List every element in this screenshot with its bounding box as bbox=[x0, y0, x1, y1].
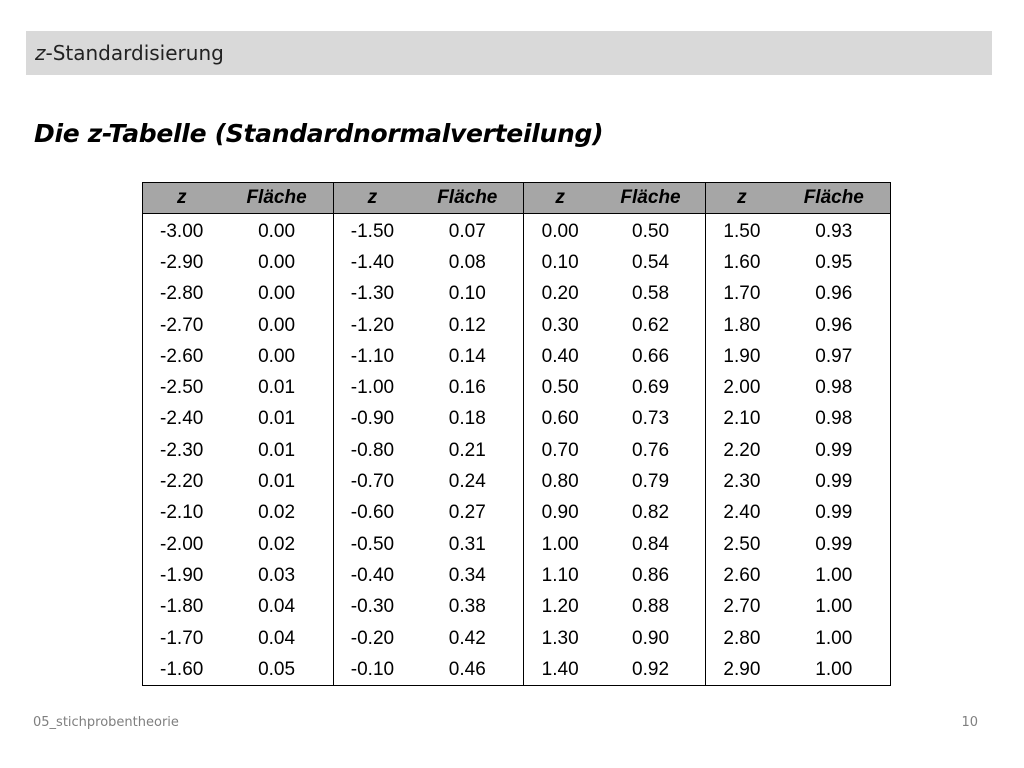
z-value-cell: 0.70 bbox=[541, 439, 579, 461]
flaeche-value-cell: 0.99 bbox=[815, 439, 853, 461]
z-value-cell: 1.50 bbox=[723, 220, 761, 242]
z-value-cell: 2.40 bbox=[723, 502, 761, 524]
flaeche-value-cell: 0.98 bbox=[815, 377, 853, 399]
z-value-cell: 1.90 bbox=[723, 345, 761, 367]
z-table-body bbox=[143, 214, 891, 686]
flaeche-value-cell: 0.96 bbox=[815, 314, 853, 336]
footer-filename: 05_stichprobentheorie bbox=[33, 715, 179, 730]
flaeche-value-cell: 0.21 bbox=[411, 435, 524, 466]
z-value-cell: 2.80 bbox=[723, 627, 761, 649]
flaeche-value-cell: 0.01 bbox=[220, 435, 333, 466]
table-row bbox=[143, 654, 891, 686]
z-value-cell: -1.30 bbox=[350, 283, 395, 305]
table-row bbox=[143, 404, 891, 435]
z-value-cell: -0.70 bbox=[350, 471, 395, 493]
z-value-cell: -1.00 bbox=[350, 377, 395, 399]
flaeche-value-cell: 0.96 bbox=[815, 283, 853, 305]
header-cell-flaeche: Fläche bbox=[220, 183, 333, 214]
z-value-cell: -1.20 bbox=[350, 314, 395, 336]
flaeche-value-cell: 1.00 bbox=[815, 627, 853, 649]
z-value-cell: 0.20 bbox=[541, 283, 579, 305]
z-value-cell: 2.50 bbox=[723, 533, 761, 555]
z-value-cell: -2.70 bbox=[160, 314, 204, 336]
flaeche-value-cell: 0.00 bbox=[220, 310, 333, 341]
z-value-cell: -2.20 bbox=[160, 471, 204, 493]
table-row bbox=[143, 279, 891, 310]
table-row bbox=[143, 435, 891, 466]
z-value-cell: 0.00 bbox=[541, 220, 579, 242]
flaeche-value-cell: 0.95 bbox=[815, 251, 853, 273]
z-value-cell: -2.10 bbox=[160, 502, 204, 524]
z-value-cell: -2.30 bbox=[160, 439, 204, 461]
header-cell-flaeche: Fläche bbox=[411, 183, 524, 214]
flaeche-value-cell: 0.05 bbox=[220, 654, 333, 686]
z-value-cell: 1.00 bbox=[541, 533, 579, 555]
page-number: 10 bbox=[961, 715, 978, 730]
z-value-cell: 2.30 bbox=[723, 471, 761, 493]
z-value-cell: -2.00 bbox=[160, 533, 204, 555]
flaeche-value-cell: 0.16 bbox=[411, 372, 524, 403]
z-value-cell: 2.70 bbox=[723, 596, 761, 618]
z-value-cell: -2.50 bbox=[160, 377, 204, 399]
z-value-cell: 0.40 bbox=[541, 345, 579, 367]
table-row bbox=[143, 592, 891, 623]
flaeche-value-cell: 0.73 bbox=[596, 404, 706, 435]
header-cell-flaeche: Fläche bbox=[596, 183, 706, 214]
flaeche-value-cell: 0.01 bbox=[220, 466, 333, 497]
z-value-cell: 2.10 bbox=[723, 408, 761, 430]
header-cell-z: z bbox=[524, 183, 596, 214]
header-cell-z: z bbox=[143, 183, 221, 214]
flaeche-value-cell: 0.46 bbox=[411, 654, 524, 686]
table-row bbox=[143, 310, 891, 341]
flaeche-value-cell: 0.99 bbox=[815, 502, 853, 524]
z-value-cell: -1.50 bbox=[350, 220, 395, 242]
slide-title: Die z-Tabelle (Standardnormalverteilung) bbox=[34, 119, 604, 148]
flaeche-value-cell: 0.04 bbox=[220, 623, 333, 654]
table-row bbox=[143, 498, 891, 529]
z-value-cell: 1.60 bbox=[723, 251, 761, 273]
z-value-cell: -1.60 bbox=[160, 658, 204, 680]
header-z-letter: z bbox=[35, 41, 46, 65]
flaeche-value-cell: 0.79 bbox=[596, 466, 706, 497]
z-value-cell: 0.30 bbox=[541, 314, 579, 336]
flaeche-value-cell: 0.99 bbox=[815, 533, 853, 555]
flaeche-value-cell: 0.69 bbox=[596, 372, 706, 403]
table-row bbox=[143, 372, 891, 403]
z-value-cell: 2.60 bbox=[723, 564, 761, 586]
z-value-cell: -0.10 bbox=[350, 658, 395, 680]
flaeche-value-cell: 0.24 bbox=[411, 466, 524, 497]
z-value-cell: -1.90 bbox=[160, 564, 204, 586]
flaeche-value-cell: 0.01 bbox=[220, 404, 333, 435]
flaeche-value-cell: 0.04 bbox=[220, 592, 333, 623]
flaeche-value-cell: 0.02 bbox=[220, 498, 333, 529]
z-value-cell: -1.10 bbox=[350, 345, 395, 367]
z-value-cell: 2.90 bbox=[723, 658, 761, 680]
flaeche-value-cell: 0.88 bbox=[596, 592, 706, 623]
flaeche-value-cell: 0.98 bbox=[815, 408, 853, 430]
table-row bbox=[143, 247, 891, 278]
flaeche-value-cell: 0.08 bbox=[411, 247, 524, 278]
flaeche-value-cell: 0.01 bbox=[220, 372, 333, 403]
z-value-cell: -1.40 bbox=[350, 251, 395, 273]
flaeche-value-cell: 0.38 bbox=[411, 592, 524, 623]
header-bar bbox=[26, 31, 992, 75]
z-value-cell: 0.90 bbox=[541, 502, 579, 524]
flaeche-value-cell: 0.93 bbox=[815, 220, 853, 242]
flaeche-value-cell: 0.90 bbox=[596, 623, 706, 654]
flaeche-value-cell: 0.82 bbox=[596, 498, 706, 529]
z-value-cell: -1.70 bbox=[160, 627, 204, 649]
flaeche-value-cell: 0.00 bbox=[220, 247, 333, 278]
flaeche-value-cell: 0.92 bbox=[596, 654, 706, 686]
flaeche-value-cell: 0.58 bbox=[596, 279, 706, 310]
flaeche-value-cell: 0.99 bbox=[815, 471, 853, 493]
z-value-cell: -0.50 bbox=[350, 533, 395, 555]
flaeche-value-cell: 0.07 bbox=[411, 214, 524, 248]
z-value-cell: 1.40 bbox=[541, 658, 579, 680]
flaeche-value-cell: 0.42 bbox=[411, 623, 524, 654]
z-value-cell: -2.90 bbox=[160, 251, 204, 273]
flaeche-value-cell: 0.54 bbox=[596, 247, 706, 278]
flaeche-value-cell: 0.10 bbox=[411, 279, 524, 310]
z-value-cell: 0.60 bbox=[541, 408, 579, 430]
flaeche-value-cell: 0.03 bbox=[220, 560, 333, 591]
header-cell-z: z bbox=[333, 183, 411, 214]
z-value-cell: 0.10 bbox=[541, 251, 579, 273]
z-value-cell: -2.60 bbox=[160, 345, 204, 367]
table-row bbox=[143, 214, 891, 248]
z-table-header-row bbox=[143, 183, 891, 214]
z-value-cell: 2.20 bbox=[723, 439, 761, 461]
z-value-cell: 0.50 bbox=[541, 377, 579, 399]
z-value-cell: 1.20 bbox=[541, 596, 579, 618]
z-table bbox=[142, 182, 891, 686]
flaeche-value-cell: 1.00 bbox=[815, 596, 853, 618]
z-table-header bbox=[143, 183, 891, 214]
flaeche-value-cell: 0.00 bbox=[220, 341, 333, 372]
table-row bbox=[143, 529, 891, 560]
table-row bbox=[143, 466, 891, 497]
flaeche-value-cell: 0.62 bbox=[596, 310, 706, 341]
flaeche-value-cell: 0.27 bbox=[411, 498, 524, 529]
z-value-cell: -0.20 bbox=[350, 627, 395, 649]
z-value-cell: 2.00 bbox=[723, 377, 761, 399]
z-value-cell: -1.80 bbox=[160, 596, 204, 618]
z-value-cell: -0.80 bbox=[350, 439, 395, 461]
flaeche-value-cell: 0.31 bbox=[411, 529, 524, 560]
z-value-cell: 1.80 bbox=[723, 314, 761, 336]
z-value-cell: -0.30 bbox=[350, 596, 395, 618]
flaeche-value-cell: 0.14 bbox=[411, 341, 524, 372]
flaeche-value-cell: 0.00 bbox=[220, 214, 333, 248]
flaeche-value-cell: 1.00 bbox=[815, 564, 853, 586]
z-value-cell: -3.00 bbox=[160, 220, 204, 242]
z-value-cell: 1.10 bbox=[541, 564, 579, 586]
z-value-cell: -0.90 bbox=[350, 408, 395, 430]
flaeche-value-cell: 0.84 bbox=[596, 529, 706, 560]
flaeche-value-cell: 0.86 bbox=[596, 560, 706, 591]
header-title: -Standardisierung bbox=[45, 41, 224, 65]
flaeche-value-cell: 0.66 bbox=[596, 341, 706, 372]
z-value-cell: -0.40 bbox=[350, 564, 395, 586]
flaeche-value-cell: 1.00 bbox=[815, 658, 853, 680]
z-value-cell: 0.80 bbox=[541, 471, 579, 493]
flaeche-value-cell: 0.97 bbox=[815, 345, 853, 367]
header-cell-flaeche: Fläche bbox=[778, 183, 891, 214]
flaeche-value-cell: 0.34 bbox=[411, 560, 524, 591]
header-cell-z: z bbox=[706, 183, 778, 214]
table-row bbox=[143, 341, 891, 372]
z-value-cell: 1.30 bbox=[541, 627, 579, 649]
flaeche-value-cell: 0.76 bbox=[596, 435, 706, 466]
z-value-cell: 1.70 bbox=[723, 283, 761, 305]
z-value-cell: -2.80 bbox=[160, 283, 204, 305]
flaeche-value-cell: 0.00 bbox=[220, 279, 333, 310]
table-row bbox=[143, 560, 891, 591]
z-value-cell: -2.40 bbox=[160, 408, 204, 430]
flaeche-value-cell: 0.18 bbox=[411, 404, 524, 435]
z-value-cell: -0.60 bbox=[350, 502, 395, 524]
flaeche-value-cell: 0.50 bbox=[596, 214, 706, 248]
flaeche-value-cell: 0.12 bbox=[411, 310, 524, 341]
flaeche-value-cell: 0.02 bbox=[220, 529, 333, 560]
table-row bbox=[143, 623, 891, 654]
